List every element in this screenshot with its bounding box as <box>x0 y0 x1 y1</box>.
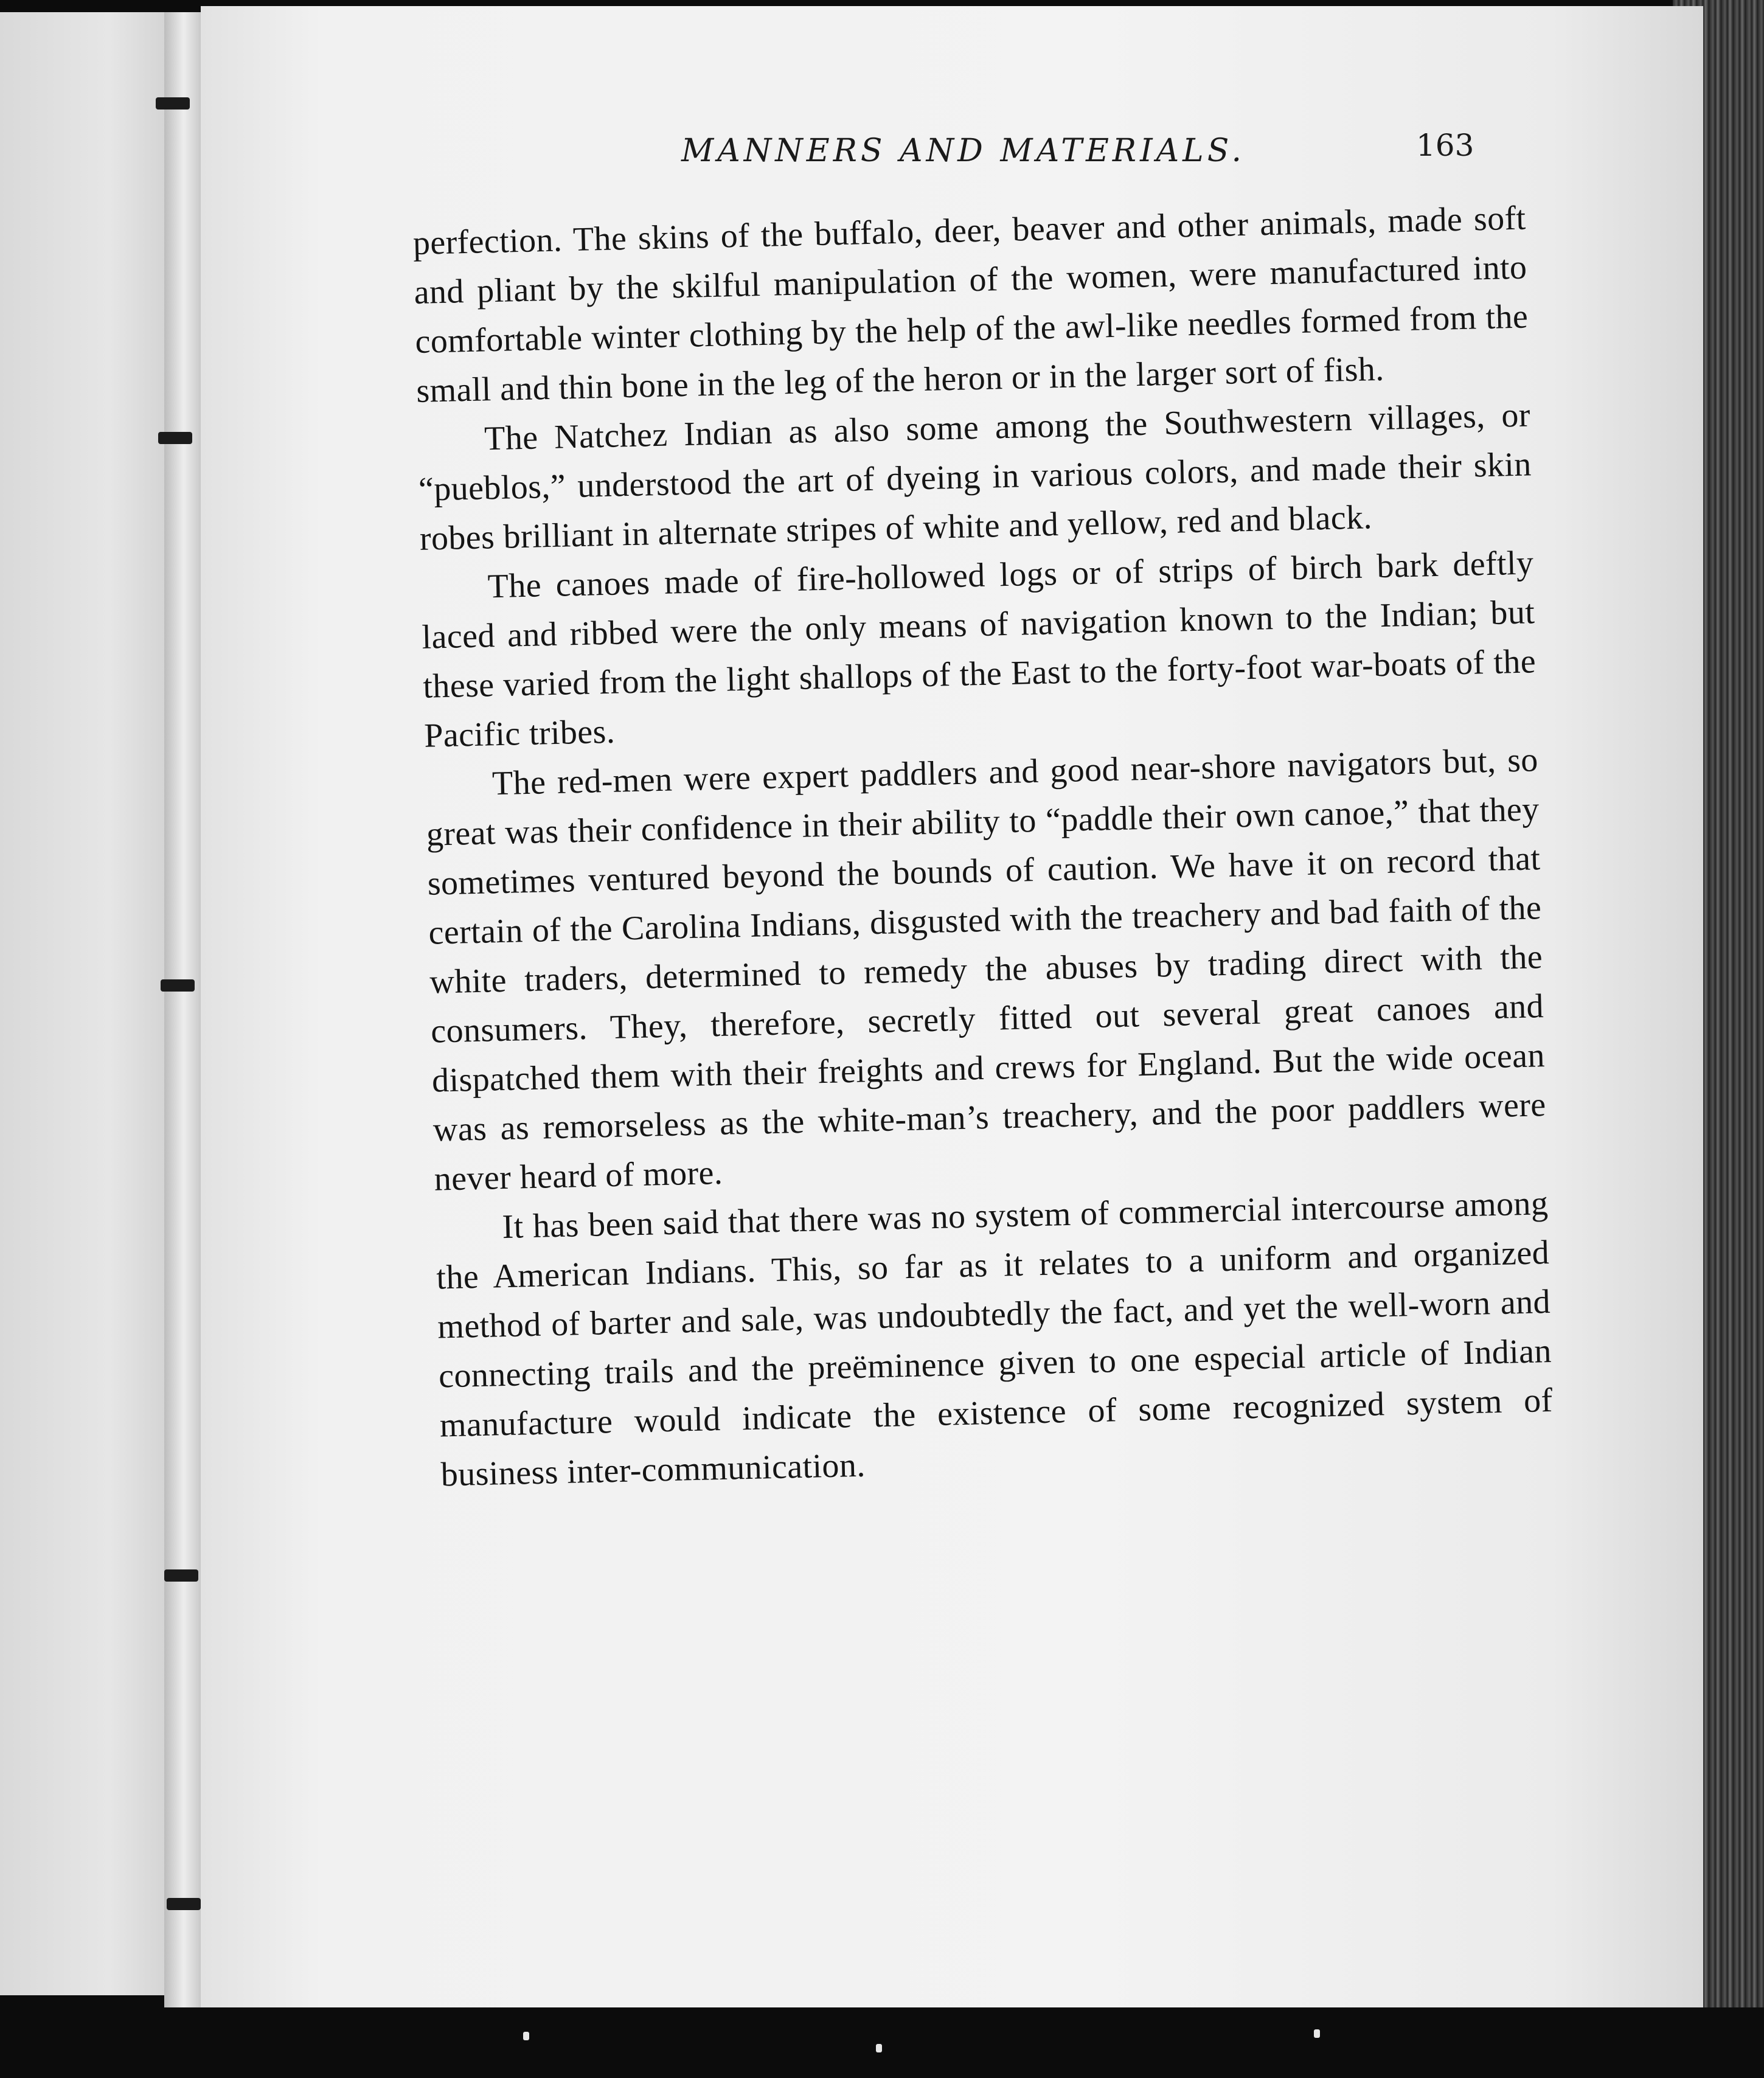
dust-speck <box>1314 2029 1320 2038</box>
page-number: 163 <box>1416 128 1474 163</box>
binding-stitch <box>161 979 195 992</box>
scan-bottom-margin <box>201 2007 1703 2078</box>
running-head <box>201 128 1703 182</box>
paragraph: perfection. The skins of the buffalo, deer, beaver and other animals, made soft and pliant by the skilful manipulation of the women, were manufactured into comfortable winter clothing by the help of the awl-like needles formed from the small and thin bone in the leg of the heron or in the larger sort of fish. <box>412 199 1529 410</box>
paragraph: The Natchez Indian as also some among the Southwestern villages, or “pueblos,” understood the art of dyeing in various colors, and made their skin robes brilliant in alternate stripes of white and yellow, red and black. <box>418 396 1532 558</box>
dust-speck <box>523 2032 529 2040</box>
binding-stitch <box>156 97 190 109</box>
dust-speck <box>876 2044 882 2052</box>
paragraph: The canoes made of fire-hollowed logs or of strips of birch bark deftly laced and ribbed were the only means of navigation known to the Indian; but these varied from the light shallops of the East to the forty-foot war-boats of the Pacific tribes. <box>421 544 1537 755</box>
paragraph: The red-men were expert paddlers and good near-shore navigators but, so great was their confidence in their ability to “paddle their own canoe,” that they sometimes ventured beyond the bounds of caution. We have it on record that certain of the Carolina Indians, disgusted with the treachery and bad faith of the white traders, determined to remedy the abuses by trading direct with the consumers. They, therefore, secretly fitted out several great canoes and dispatched them with their freights and crews for England. But the wide ocean was as remorseless as the white-man’s treachery, and the poor paddlers were never heard of more. <box>426 741 1547 1198</box>
body-text <box>412 193 1563 1861</box>
paragraph: It has been said that there was no system of commercial intercourse among the American Indians. This, so far as it relates to a uniform and organized method of barter and sale, was undoubtedly the fact, and yet the well-worn and connecting trails and the preëminence given to one especial article of Indian manufacture would indicate the existence of some recognized system of business inter-communication. <box>436 1184 1554 1494</box>
running-title: MANNERS AND MATERIALS. <box>681 133 1246 169</box>
binding-stitch <box>164 1569 198 1582</box>
binding-stitch <box>158 432 192 444</box>
book-page <box>201 6 1703 2007</box>
left-facing-page <box>0 12 182 1995</box>
binding-stitch <box>167 1898 201 1910</box>
